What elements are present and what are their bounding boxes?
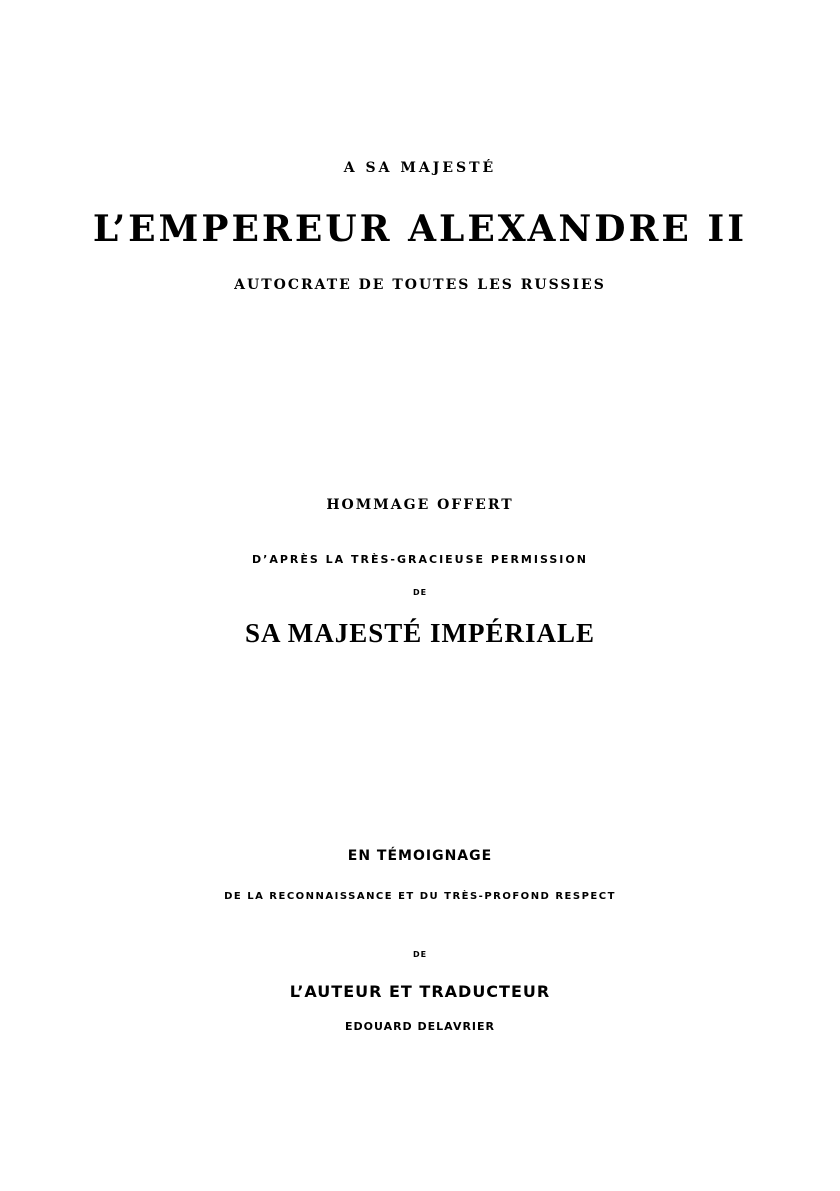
imperial-majesty: SA MAJESTÉ IMPÉRIALE	[244, 618, 596, 648]
respect-line: DE LA RECONNAISSANCE ET DU TRÈS-PROFOND RESPECT	[224, 891, 616, 902]
homage-heading: HOMMAGE OFFERT	[326, 497, 514, 513]
author-translator: L’AUTEUR ET TRADUCTEUR	[289, 982, 551, 1001]
permission-line: D’APRÈS LA TRÈS-GRACIEUSE PERMISSION	[252, 553, 588, 566]
autocrat-title: AUTOCRATE DE TOUTES LES RUSSIES	[234, 277, 606, 293]
connector-de-1: DE	[412, 588, 428, 597]
emperor-name: L’EMPEREUR ALEXANDRE II	[92, 208, 748, 250]
author-name: EDOUARD DELAVRIER	[344, 1020, 495, 1033]
connector-de-2: DE	[412, 950, 428, 959]
salutation: A SA MAJESTÉ	[343, 160, 497, 176]
testimony-heading: EN TÉMOIGNAGE	[347, 848, 493, 864]
